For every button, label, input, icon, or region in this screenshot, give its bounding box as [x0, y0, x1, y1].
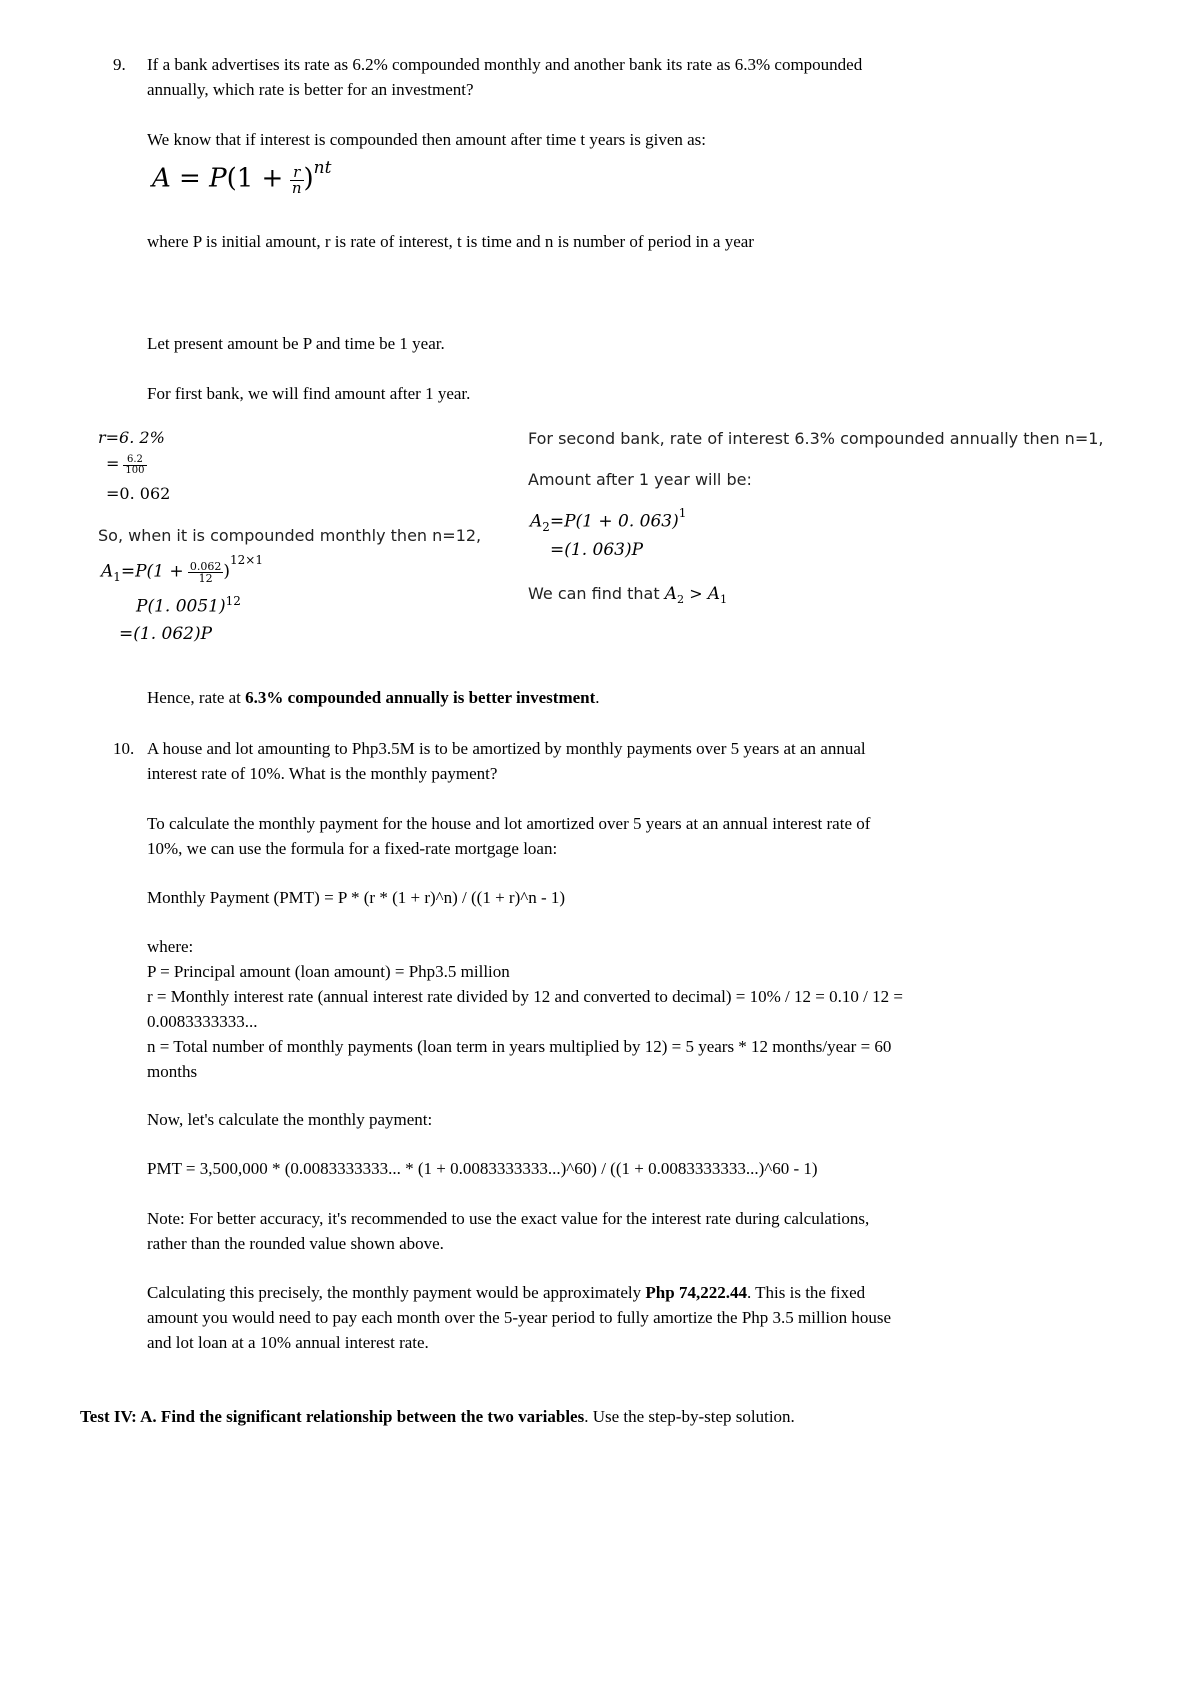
q10-result-2: amount you would need to pay each month over the 5-year period to fully amortize the Php 3.5 million house — [147, 1308, 892, 1327]
compare-b-sub: 1 — [719, 593, 728, 607]
formula-open: (1 + — [226, 163, 284, 194]
q9-let: Let present amount be P and time be 1 year. — [147, 334, 445, 353]
q9-question-line-2: annually, which rate is better for an investment? — [147, 80, 474, 99]
a1-open: =P(1 + — [120, 561, 184, 582]
q10-result-3: and lot loan at a 10% annual interest rate. — [147, 1333, 429, 1352]
q9-number: 9. — [113, 55, 126, 74]
a1-close: ) — [223, 561, 231, 582]
left-r-decimal — [106, 484, 170, 504]
a1-subscript: 1 — [113, 570, 121, 585]
q10-note-2: rather than the rounded value shown above. — [147, 1234, 444, 1253]
result-pre: Calculating this precisely, the monthly payment would be approximately — [147, 1283, 646, 1302]
right-second-bank: For second bank, rate of interest 6.3% compounded annually then n=1, — [528, 429, 1104, 448]
formula-frac-den: n — [291, 179, 302, 198]
right-amount-after: Amount after 1 year will be: — [528, 470, 752, 489]
hence-pre: Hence, rate at — [147, 688, 246, 707]
left-r-fraction — [106, 454, 147, 476]
a1-symbol: A — [101, 561, 114, 582]
compound-interest-formula — [152, 158, 332, 198]
test4-bold: Test IV: A. Find the significant relationship between the two variables — [80, 1407, 585, 1426]
q10-n-definition-2: months — [147, 1062, 198, 1081]
q9-where: where P is initial amount, r is rate of interest, t is time and n is number of period in a year — [147, 232, 754, 251]
compare-a-sub: 2 — [676, 593, 685, 607]
compare-text: We can find that — [528, 584, 660, 603]
compare-line — [528, 584, 727, 606]
q10-now: Now, let's calculate the monthly payment: — [147, 1110, 433, 1129]
a1-line2-exponent: 12 — [225, 594, 241, 608]
q9-first-bank: For first bank, we will find amount after 1 year. — [147, 384, 471, 403]
a2-exponent: 1 — [678, 506, 687, 520]
compare-operator: > — [689, 584, 703, 603]
q10-where: where: — [147, 937, 194, 956]
q10-formula: Monthly Payment (PMT) = P * (r * (1 + r)^n) / ((1 + r)^n - 1) — [147, 888, 566, 907]
compare-a: A — [664, 584, 677, 604]
formula-close: ) — [303, 163, 314, 194]
q10-calc-line-2: 10%, we can use the formula for a fixed-rate mortgage loan: — [147, 839, 558, 858]
a2-line-2 — [550, 540, 643, 560]
a2-symbol: A — [530, 511, 543, 532]
hence-bold: 6.3% compounded annually is better investment — [245, 688, 596, 707]
a2-line2-text: =(1. 063)P — [550, 540, 644, 560]
a2-rest: =P(1 + 0. 063) — [549, 511, 679, 532]
a2-equation — [530, 506, 687, 535]
q10-r-definition-2: 0.0083333333... — [147, 1012, 258, 1031]
test4-heading — [80, 1405, 795, 1429]
result-post: . This is the fixed — [746, 1283, 866, 1302]
left-so-text: So, when it is compounded monthly then n=12, — [98, 526, 482, 545]
r-frac-den: 100 — [125, 464, 145, 476]
formula-frac-num: r — [290, 165, 304, 181]
a1-exponent: 12×1 — [230, 553, 263, 567]
q9-question-line-1: If a bank advertises its rate as 6.2% compounded monthly and another bank its rate as 6.3% compounded — [147, 55, 863, 74]
a2-subscript: 2 — [542, 520, 550, 535]
a1-line-2 — [136, 594, 241, 617]
formula-lhs: A = P — [152, 163, 227, 194]
r-value: r=6. 2% — [98, 428, 165, 447]
a1-frac-num: 0.062 — [189, 560, 222, 574]
a1-frac-den: 12 — [198, 572, 213, 586]
left-r-line — [98, 428, 165, 448]
formula-fraction — [290, 165, 304, 196]
r-fraction — [123, 455, 146, 476]
result-amount: Php 74,222.44 — [645, 1283, 747, 1302]
r-decimal: =0. 062 — [106, 484, 171, 503]
q10-question-line-2: interest rate of 10%. What is the monthly payment? — [147, 764, 498, 783]
frac-equals: = — [106, 454, 120, 473]
test4-rest: . Use the step-by-step solution. — [584, 1407, 795, 1426]
a1-line3-text: =(1. 062)P — [119, 624, 213, 644]
hence-post: . — [595, 688, 600, 707]
a1-line2-text: P(1. 0051) — [136, 596, 226, 617]
q10-number: 10. — [113, 739, 135, 758]
q10-calc-line-1: To calculate the monthly payment for the house and lot amortized over 5 years at an annual interest rate of — [147, 814, 871, 833]
a1-equation — [101, 553, 263, 586]
q10-pmt-calculation: PMT = 3,500,000 * (0.0083333333... * (1 + 0.0083333333...)^60) / ((1 + 0.0083333333...)^60 - 1) — [147, 1159, 818, 1178]
q10-p-definition: P = Principal amount (loan amount) = Php3.5 million — [147, 962, 510, 981]
q10-question-line-1: A house and lot amounting to Php3.5M is to be amortized by monthly payments over 5 years at an annual — [147, 739, 866, 758]
formula-exponent: nt — [313, 158, 332, 178]
a1-fraction — [188, 561, 224, 584]
a1-line-3 — [119, 624, 212, 644]
q10-r-definition-1: r = Monthly interest rate (annual interest rate divided by 12 and converted to decimal) = 10% / 12 = 0.10 / 12 = — [147, 987, 903, 1006]
q9-hence — [147, 686, 600, 710]
r-frac-num: 6.2 — [123, 455, 146, 466]
q9-intro: We know that if interest is compounded then amount after time t years is given as: — [147, 130, 707, 149]
q10-n-definition-1: n = Total number of monthly payments (loan term in years multiplied by 12) = 5 years * 12 months/year = 60 — [147, 1037, 892, 1056]
q10-note-1: Note: For better accuracy, it's recommended to use the exact value for the interest rate during calculations, — [147, 1209, 870, 1228]
compare-b: A — [707, 584, 720, 604]
q10-result-1 — [147, 1281, 865, 1305]
